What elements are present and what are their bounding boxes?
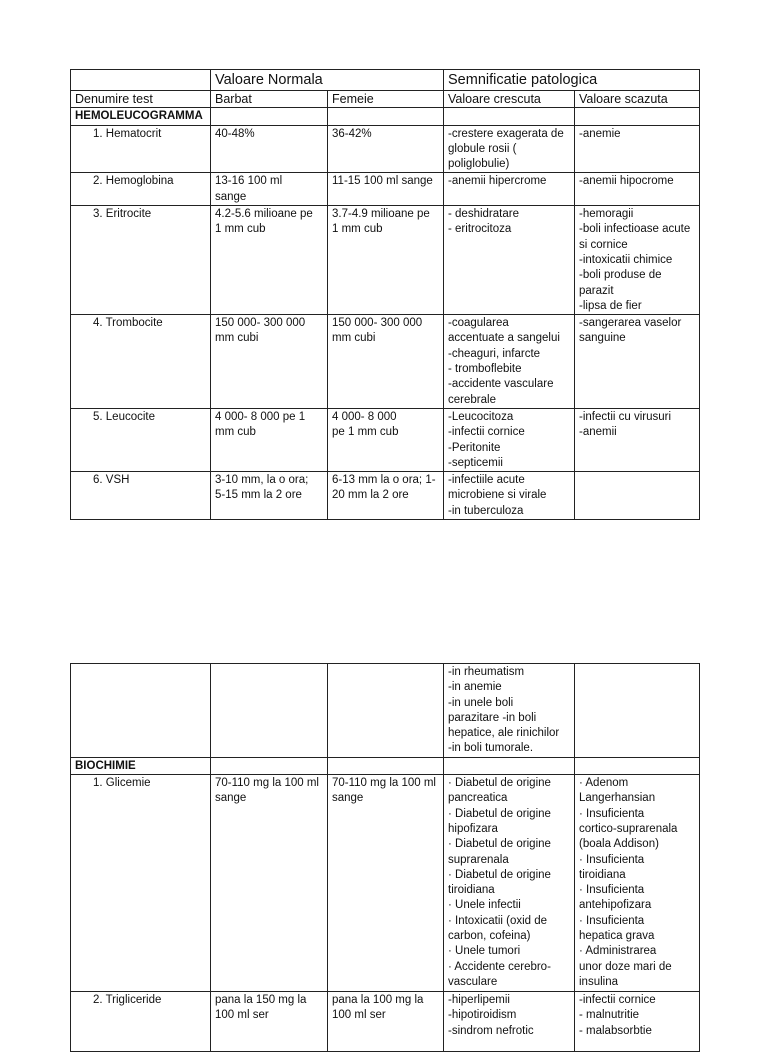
header-empty-cell bbox=[71, 70, 211, 91]
continuation-item: -in anemie bbox=[448, 681, 502, 694]
continuation-item: -in boli tumorale. bbox=[448, 742, 534, 755]
header-test-name: Denumire test bbox=[71, 91, 211, 108]
value-scazuta bbox=[575, 173, 700, 206]
test-name: 2. Hemoglobina bbox=[71, 173, 211, 206]
crescuta-item: -anemii hipercrome bbox=[448, 175, 547, 188]
section-title: HEMOLEUCOGRAMMA bbox=[71, 108, 211, 125]
value-femeie: 150 000- 300 000 mm cubi bbox=[328, 315, 444, 409]
crescuta-item: · Diabetul de origine suprarenala bbox=[448, 838, 551, 866]
crescuta-item: cerebrale bbox=[448, 393, 496, 406]
continuation-crescuta bbox=[444, 664, 575, 758]
scazuta-item: · Administrarea unor doze mari de insulina bbox=[579, 945, 672, 988]
crescuta-item: -septicemii bbox=[448, 456, 503, 469]
crescuta-item: -Peritonite bbox=[448, 441, 501, 454]
value-crescuta bbox=[444, 125, 575, 173]
value-barbat: pana la 150 mg la 100 ml ser bbox=[211, 992, 328, 1052]
value-barbat: 13-16 100 ml sange bbox=[211, 173, 328, 206]
scazuta-item: · Adenom Langerhansian bbox=[579, 777, 656, 805]
value-crescuta bbox=[444, 472, 575, 520]
crescuta-item: -accidente vasculare bbox=[448, 378, 554, 391]
crescuta-item: · Unele tumori bbox=[448, 945, 521, 958]
value-barbat: 40-48% bbox=[211, 125, 328, 173]
scazuta-item: · Insuficienta antehipofizara bbox=[579, 884, 652, 912]
value-femeie: pana la 100 mg la 100 ml ser bbox=[328, 992, 444, 1052]
value-femeie: 36-42% bbox=[328, 125, 444, 173]
value-crescuta bbox=[444, 206, 575, 315]
value-scazuta bbox=[575, 206, 700, 315]
scazuta-item: si cornice bbox=[579, 238, 628, 251]
table-row bbox=[71, 775, 700, 992]
value-crescuta bbox=[444, 992, 575, 1052]
scazuta-item: -sangerarea vaselor bbox=[579, 317, 682, 330]
scazuta-item: -anemie bbox=[579, 127, 621, 140]
crescuta-item: -infectii cornice bbox=[448, 426, 525, 439]
crescuta-item: -in tuberculoza bbox=[448, 504, 524, 517]
lab-values-table-1 bbox=[70, 69, 700, 520]
value-femeie: 11-15 100 ml sange bbox=[328, 173, 444, 206]
test-name: 5. Leucocite bbox=[71, 408, 211, 471]
scazuta-item: -intoxicatii chimice bbox=[579, 253, 673, 266]
scazuta-item: -lipsa de fier bbox=[579, 299, 642, 312]
header-row-top bbox=[71, 70, 700, 91]
crescuta-item: microbiene si virale bbox=[448, 489, 547, 502]
table-row bbox=[71, 315, 700, 409]
crescuta-item: -crestere exagerata de bbox=[448, 127, 564, 140]
crescuta-item: globule rosii ( bbox=[448, 142, 517, 155]
crescuta-item: -Leucocitoza bbox=[448, 410, 514, 423]
value-crescuta bbox=[444, 315, 575, 409]
test-name: 1. Hematocrit bbox=[71, 125, 211, 173]
scazuta-item: -anemii hipocrome bbox=[579, 175, 674, 188]
crescuta-item: -coagularea bbox=[448, 317, 509, 330]
section-row bbox=[71, 757, 700, 774]
header-crescuta: Valoare crescuta bbox=[444, 91, 575, 108]
crescuta-item: -sindrom nefrotic bbox=[448, 1024, 534, 1037]
continuation-item: -in rheumatism bbox=[448, 666, 525, 678]
crescuta-item: · Accidente cerebro- vasculare bbox=[448, 960, 551, 988]
scazuta-item: parazit bbox=[579, 284, 614, 297]
scazuta-item: · Insuficienta hepatica grava bbox=[579, 914, 655, 943]
scazuta-item: -anemii bbox=[579, 426, 617, 439]
crescuta-item: · Intoxicatii (oxid de carbon, cofeina) bbox=[448, 914, 548, 943]
crescuta-item: · Unele infectii bbox=[448, 899, 521, 912]
crescuta-item: -cheaguri, infarcte bbox=[448, 347, 541, 360]
section-title: BIOCHIMIE bbox=[71, 757, 211, 774]
lab-values-table-2 bbox=[70, 663, 700, 1052]
value-scazuta bbox=[575, 408, 700, 471]
value-crescuta bbox=[444, 173, 575, 206]
crescuta-item: - eritrocitoza bbox=[448, 223, 512, 236]
crescuta-item: · Diabetul de origine tiroidiana bbox=[448, 868, 551, 897]
header-pathological: Semnificatie patologica bbox=[444, 70, 700, 91]
value-scazuta bbox=[575, 992, 700, 1052]
scazuta-item: - malnutritie bbox=[579, 1009, 640, 1022]
test-name: 2. Trigliceride bbox=[71, 992, 211, 1052]
scazuta-item: -hemoragii bbox=[579, 208, 634, 221]
value-scazuta bbox=[575, 472, 700, 520]
crescuta-item: -infectiile acute bbox=[448, 474, 525, 487]
crescuta-item: - tromboflebite bbox=[448, 363, 522, 376]
test-name: 6. VSH bbox=[71, 472, 211, 520]
table-row bbox=[71, 472, 700, 520]
value-scazuta bbox=[575, 125, 700, 173]
header-barbat: Barbat bbox=[211, 91, 328, 108]
table-row bbox=[71, 173, 700, 206]
scazuta-item: · Insuficienta cortico-suprarenala (boala Addison) bbox=[579, 807, 678, 851]
test-name: 4. Trombocite bbox=[71, 315, 211, 409]
value-scazuta bbox=[575, 775, 700, 992]
scazuta-item: -boli produse de bbox=[579, 269, 662, 282]
value-femeie: 6-13 mm la o ora; 1- 20 mm la 2 ore bbox=[328, 472, 444, 520]
value-femeie: 3.7-4.9 milioane pe 1 mm cub bbox=[328, 206, 444, 315]
value-crescuta bbox=[444, 408, 575, 471]
continuation-item: hepatice, ale rinichilor bbox=[448, 727, 560, 740]
crescuta-item: - deshidratare bbox=[448, 208, 519, 221]
crescuta-item: poliglobulie) bbox=[448, 158, 510, 171]
value-barbat: 4 000- 8 000 pe 1 mm cub bbox=[211, 408, 328, 471]
continuation-item: parazitare -in boli bbox=[448, 711, 537, 724]
header-row-sub bbox=[71, 91, 700, 108]
value-barbat: 4.2-5.6 milioane pe 1 mm cub bbox=[211, 206, 328, 315]
table-row bbox=[71, 125, 700, 173]
crescuta-item: -hiperlipemii bbox=[448, 994, 510, 1007]
value-crescuta bbox=[444, 775, 575, 992]
table-row bbox=[71, 408, 700, 471]
crescuta-item: -hipotiroidism bbox=[448, 1009, 517, 1022]
scazuta-item: · Insuficienta tiroidiana bbox=[579, 853, 645, 881]
value-barbat: 3-10 mm, la o ora; 5-15 mm la 2 ore bbox=[211, 472, 328, 520]
header-femeie: Femeie bbox=[328, 91, 444, 108]
value-scazuta bbox=[575, 315, 700, 409]
value-femeie: 70-110 mg la 100 ml sange bbox=[328, 775, 444, 992]
value-barbat: 150 000- 300 000 mm cubi bbox=[211, 315, 328, 409]
test-name: 3. Eritrocite bbox=[71, 206, 211, 315]
scazuta-item: - malabsorbtie bbox=[579, 1024, 652, 1037]
continuation-item: -in unele boli bbox=[448, 696, 514, 709]
scazuta-item: -infectii cu virusuri bbox=[579, 410, 672, 423]
header-normal-value: Valoare Normala bbox=[211, 70, 444, 91]
value-femeie: 4 000- 8 000 pe 1 mm cub bbox=[328, 408, 444, 471]
test-name: 1. Glicemie bbox=[71, 775, 211, 992]
scazuta-item: -infectii cornice bbox=[579, 994, 656, 1007]
header-scazuta: Valoare scazuta bbox=[575, 91, 700, 108]
scazuta-item: sanguine bbox=[579, 332, 626, 345]
value-barbat: 70-110 mg la 100 ml sange bbox=[211, 775, 328, 992]
table-row bbox=[71, 992, 700, 1052]
crescuta-item: · Diabetul de origine hipofizara bbox=[448, 807, 551, 835]
continuation-row bbox=[71, 664, 700, 758]
section-row bbox=[71, 108, 700, 125]
crescuta-item: accentuate a sangelui bbox=[448, 332, 560, 345]
crescuta-item: · Diabetul de origine pancreatica bbox=[448, 777, 551, 805]
scazuta-item: -boli infectioase acute bbox=[579, 223, 691, 236]
table-row bbox=[71, 206, 700, 315]
